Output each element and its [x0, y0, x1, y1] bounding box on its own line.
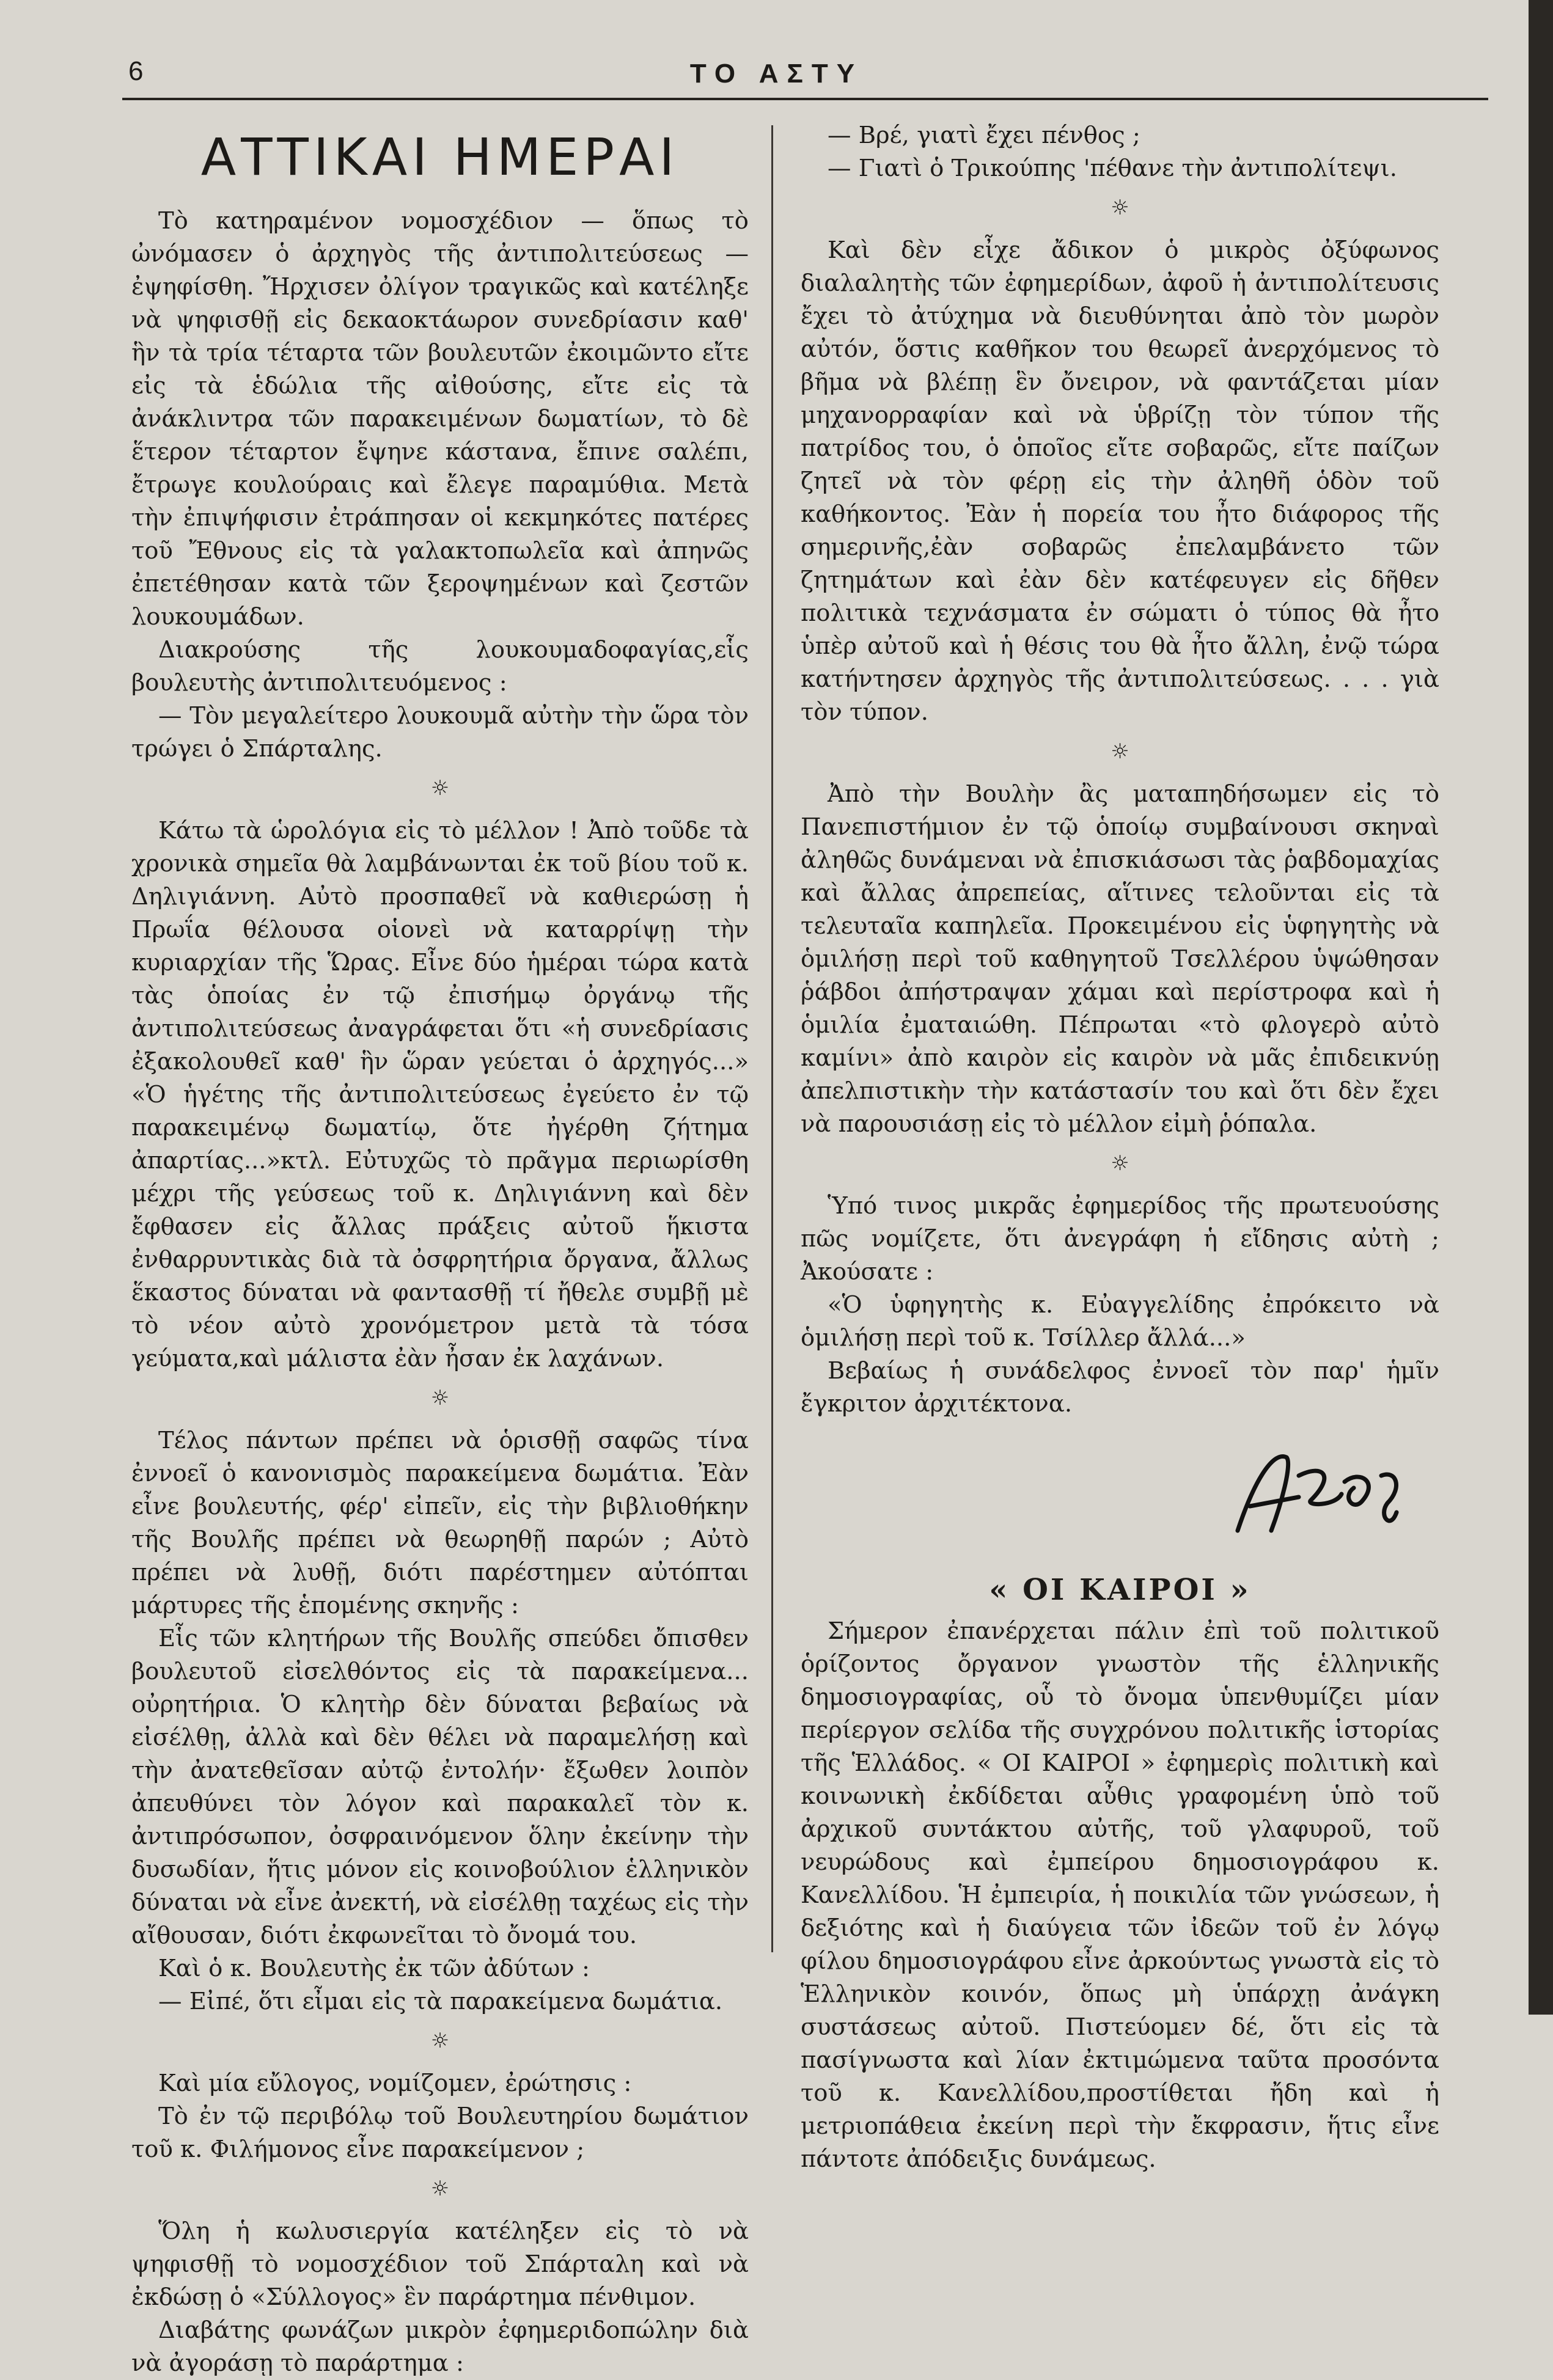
article-paragraph: Διαβάτης φωνάζων μικρὸν ἐφημεριδοπώλην διὰ νὰ ἀγοράσῃ τὸ παράρτημα : — [131, 2316, 749, 2377]
article-paragraph: Βεβαίως ἡ συνάδελφος ἐννοεῖ τὸν παρ' ἡμῖν ἔγκριτον ἀρχιτέκτονα. — [801, 1357, 1439, 1418]
column-divider — [771, 125, 773, 1952]
article-paragraph: Τέλος πάντων πρέπει νὰ ὁρισθῇ σαφῶς τίνα ἐννοεῖ ὁ κανονισμὸς παρακείμενα δωμάτια. Ἐὰν εἶνε βουλευτής, φέρ' εἰπεῖν, εἰς τὴν βιβλιοθήκην τῆς Βουλῆς πρέπει νὰ θεωρηθῇ παρών ; Αὐτὸ πρέπει νὰ λυθῇ, διότι παρέστημεν αὐτόπται μάρτυρες τῆς ἑπομένης σκηνῆς : — [131, 1427, 749, 1619]
dialog-line: — Βρέ, γιατὶ ἔχει πένθος ; — [828, 122, 1140, 149]
article-paragraph: Κάτω τὰ ὡρολόγια εἰς τὸ μέλλον ! Ἀπὸ τοῦδε τὰ χρονικὰ σημεῖα θὰ λαμβάνωνται ἐκ τοῦ βίου τοῦ κ. Δηλιγιάννη. Αὐτὸ προσπαθεῖ νὰ καθιερώσῃ ἡ Πρωΐα θέλουσα οἱονεὶ νὰ καταρρίψῃ τὴν κυριαρχίαν τῆς Ὥρας. Εἶνε δύο ἡμέραι τώρα κατὰ τὰς ὁποίας ἐν τῷ ἐπισήμῳ ὀργάνῳ τῆς ἀντιπολιτεύσεως ἀναγράφεται ὅτι «ἡ συνεδρίασις ἐξακολουθεῖ καθ' ἣν ὥραν γεύεται ὁ ἀρχηγός...» «Ὁ ἡγέτης τῆς ἀντιπολιτεύσεως ἐγεύετο ἐν τῷ παρακειμένῳ δωματίῳ, ὅτε ἠγέρθη ζήτημα ἀπαρτίας...»κτλ. Εὐτυχῶς τὸ πρᾶγμα περιωρίσθη μέχρι τῆς γεύσεως τοῦ κ. Δηλιγιάννη καὶ δὲν ἔφθασεν εἰς ἄλλας πράξεις αὐτοῦ ἥκιστα ἐνθαρρυντικὰς διὰ τὰ ὀσφρητήρια ὄργανα, ἄλλως ἕκαστος δύναται νὰ φαντασθῇ τί ἤθελε συμβῇ μὲ τὸ νέον αὐτὸ χρονόμετρον μετὰ τὰ τόσα γεύματα,καὶ μάλιστα ἐὰν ἦσαν ἐκ λαχάνων. — [131, 817, 749, 1372]
article-paragraph: Καὶ ὁ κ. Βουλευτὴς ἐκ τῶν ἀδύτων : — [158, 1955, 590, 1982]
masthead: ΤΟ ΑΣΤΥ — [689, 59, 864, 89]
separator-ornament: ☼ — [1111, 1151, 1129, 1176]
separator-ornament: ☼ — [430, 2177, 450, 2201]
separator-ornament: ☼ — [1111, 739, 1129, 764]
author-signature — [801, 1439, 1415, 1549]
header-rule — [122, 98, 1488, 100]
article-paragraph: Διακρούσης τῆς λουκουμαδοφαγίας,εἷς βουλευτὴς ἀντιπολιτευόμενος : — [131, 636, 749, 697]
article-paragraph: Σήμερον ἐπανέρχεται πάλιν ἐπὶ τοῦ πολιτικοῦ ὁρίζοντος ὄργανον γνωστὸν τῆς ἑλληνικῆς δημοσιογραφίας, οὗ τὸ ὄνομα ὑπενθυμίζει μίαν περίεργον σελίδα τῆς συγχρόνου πολιτικῆς ἱστορίας τῆς Ἑλλάδος. « ΟΙ ΚΑΙΡΟΙ » ἐφημερὶς πολιτικὴ καὶ κοινωνικὴ ἐκδίδεται αὖθις γραφομένη ὑπὸ τοῦ ἀρχικοῦ συντάκτου αὐτῆς, τοῦ γλαφυροῦ, τοῦ νευρώδους καὶ ἐμπείρου δημοσιογράφου κ. Κανελλίδου. Ἡ ἐμπειρία, ἡ ποικιλία τῶν γνώσεων, ἡ δεξιότης καὶ ἡ διαύγεια τῶν ἰδεῶν τοῦ ἐν λόγῳ φίλου δημοσιογράφου εἶνε ἀρκούντως γνωστὰ εἰς τὸ Ἑλληνικὸν κοινόν, ὅπως μὴ ὑπάρχῃ ἀνάγκη συστάσεως αὐτοῦ. Πιστεύομεν δέ, ὅτι εἰς τὰ πασίγνωστα καὶ λίαν ἐκτιμώμενα ταῦτα προσόντα τοῦ κ. Κανελλίδου,προστίθεται ἤδη καὶ ἡ μετριοπάθεια ἐκείνη περὶ τὴν ἔκφρασιν, ἥτις εἶνε πάντοτε ἀπόδειξις δυνάμεως. — [801, 1617, 1439, 2173]
separator-ornament: ☼ — [430, 2029, 450, 2053]
dialog-line: — Γιατὶ ὁ Τρικούπης 'πέθανε τὴν ἀντιπολίτεψι. — [828, 155, 1397, 182]
separator-ornament: ☼ — [1111, 196, 1129, 220]
dialog-line: — Τὸν μεγαλείτερο λουκουμᾶ αὐτὴν τὴν ὥρα τὸν τρώγει ὁ Σπάρταλης. — [131, 702, 749, 763]
article-paragraph: Τὸ κατηραμένον νομοσχέδιον — ὅπως τὸ ὠνόμασεν ὁ ἀρχηγὸς τῆς ἀντιπολιτεύσεως — ἐψηφίσθη. Ἤρχισεν ὀλίγον τραγικῶς καὶ κατέληξε νὰ ψηφισθῇ εἰς δεκαοκτάωρον συνεδρίασιν καθ' ἣν τὰ τρία τέταρτα τῶν βουλευτῶν ἐκοιμῶντο εἴτε εἰς τὰ ἑδώλια τῆς αἰθούσης, εἴτε εἰς τὰ ἀνάκλιντρα τῶν παρακειμένων δωματίων, τὸ δὲ ἕτερον τέταρτον ἔψηνε κάστανα, ἔπινε σαλέπι, ἔτρωγε κουλούραις καὶ ἔλεγε παραμύθια. Μετὰ τὴν ἐπιψήφισιν ἐτράπησαν οἱ κεκμηκότες πατέρες τοῦ Ἔθνους εἰς τὰ γαλακτοπωλεῖα καὶ ἀπηνῶς ἐπετέθησαν κατὰ τῶν ξεροψημένων καὶ ζεστῶν λουκουμάδων. — [131, 207, 749, 631]
article-paragraph: Ὅλη ἡ κωλυσιεργία κατέληξεν εἰς τὸ νὰ ψηφισθῇ τὸ νομοσχέδιον τοῦ Σπάρταλη καὶ νὰ ἐκδώσῃ ὁ «Σύλλογος» ἓν παράρτημα πένθιμον. — [131, 2217, 749, 2311]
article-paragraph: Ὑπό τινος μικρᾶς ἐφημερίδος τῆς πρωτευούσης πῶς νομίζετε, ὅτι ἀνεγράφη ἡ εἴδησις αὐτὴ ; Ἀκούσατε : — [801, 1192, 1439, 1286]
separator-ornament: ☼ — [430, 776, 450, 800]
separator-ornament: ☼ — [430, 1386, 450, 1410]
article-paragraph: «Ὁ ὑφηγητὴς κ. Εὐαγγελίδης ἐπρόκειτο νὰ ὁμιλήσῃ περὶ τοῦ κ. Τσίλλερ ἄλλά...» — [801, 1291, 1439, 1352]
section-title: ΑΤΤΙΚΑΙ ΗΜΕΡΑΙ — [200, 127, 680, 187]
dialog-line: — Εἰπέ, ὅτι εἶμαι εἰς τὰ παρακείμενα δωμάτια. — [158, 1988, 723, 2015]
left-column — [131, 119, 749, 2380]
page-number: 6 — [128, 56, 144, 86]
signature-mark — [1213, 1439, 1415, 1543]
article-paragraph: Εἷς τῶν κλητήρων τῆς Βουλῆς σπεύδει ὄπισθεν βουλευτοῦ εἰσελθόντος εἰς τὰ παρακείμενα... οὐρητήρια. Ὁ κλητὴρ δὲν δύναται βεβαίως νὰ εἰσέλθῃ, ἀλλὰ καὶ δὲν θέλει νὰ παραμελήσῃ καὶ τὴν ἀνατεθεῖσαν αὐτῷ ἐντολήν· ἔξωθεν λοιπὸν ἀπευθύνει τὸν λόγον καὶ παρακαλεῖ τὸν κ. ἀντιπρόσωπον, ὀσφραινόμενον ὅλην ἐκείνην τὴν δυσωδίαν, ἥτις μόνον εἰς κοινοβούλιον ἑλληνικὸν δύναται νὰ εἶνε ἀνεκτή, νὰ εἰσέλθῃ ταχέως εἰς τὴν αἴθουσαν, διότι ἐκφωνεῖται τὸ ὄνομά του. — [131, 1625, 749, 1949]
article-paragraph: Καὶ δὲν εἶχε ἄδικον ὁ μικρὸς ὀξύφωνος διαλαλητὴς τῶν ἐφημερίδων, ἀφοῦ ἡ ἀντιπολίτευσις ἔχει τὸ ἀτύχημα νὰ διευθύνηται ἀπὸ τὸν μωρὸν αὐτόν, ὅστις καθῆκον του θεωρεῖ ἀνερχόμενος τὸ βῆμα νὰ βλέπῃ ἓν ὄνειρον, νὰ φαντάζεται μίαν μηχανορραφίαν καὶ νὰ ὑβρίζῃ τὸν τύπον τῆς πατρίδος του, ὁ ὁποῖος εἴτε σοβαρῶς, εἴτε παίζων ζητεῖ νὰ τὸν φέρῃ εἰς τὴν ἀληθῆ ὁδὸν τοῦ καθήκοντος. Ἐὰν ἡ πορεία του ἦτο διάφορος τῆς σημερινῆς,ἐὰν σοβαρῶς ἐπελαμβάνετο τῶν ζητημάτων καὶ ἐὰν δὲν κατέφευγεν εἰς δῆθεν πολιτικὰ τεχνάσματα ἐν σώματι ὁ τύπος θὰ ἦτο ὑπὲρ αὐτοῦ καὶ ἡ θέσις του θὰ ἦτο ἄλλη, ἐνῷ τώρα κατήντησεν ἀρχηγὸς τῆς ἀντιπολιτεύσεως. . . . γιὰ τὸν τύπον. — [801, 236, 1439, 726]
article-paragraph: Ἀπὸ τὴν Βουλὴν ἂς ματαπηδήσωμεν εἰς τὸ Πανεπιστήμιον ἐν τῷ ὁποίῳ συμβαίνουσι σκηναὶ ἀληθῶς δυνάμεναι νὰ ἐπισκιάσωσι τὰς ῥαβδομαχίας καὶ ἄλλας ἀπρεπείας, αἵτινες τελοῦνται εἰς τὰ τελευταῖα καπηλεῖα. Προκειμένου εἰς ὑφηγητὴς νὰ ὁμιλήσῃ περὶ τοῦ καθηγητοῦ Τσελλέρου ὑψώθησαν ῥάβδοι ἀπήστραψαν χάμαι καὶ περίστροφα καὶ ἡ ὁμιλία ἐματαιώθη. Πέπρωται «τὸ φλογερὸ αὐτὸ καμίνι» ἀπὸ καιρὸν εἰς καιρὸν νὰ μᾶς ἐπιδεικνύῃ ἀπελπιστικὴν τὴν κατάστασίν του καὶ ὅτι δὲν ἔχει νὰ παρουσιάσῃ εἰς τὸ μέλλον εἰμὴ ῥόπαλα. — [801, 780, 1439, 1138]
scan-edge — [1529, 0, 1553, 2015]
article-paragraph: Τὸ ἐν τῷ περιβόλῳ τοῦ Βουλευτηρίου δωμάτιον τοῦ κ. Φιλήμονος εἶνε παρακείμενον ; — [131, 2103, 749, 2163]
news-title: « ΟΙ ΚΑΙΡΟΙ » — [989, 1573, 1251, 1607]
right-column — [801, 119, 1439, 2176]
article-paragraph: Καὶ μία εὔλογος, νομίζομεν, ἐρώτησις : — [158, 2070, 632, 2097]
